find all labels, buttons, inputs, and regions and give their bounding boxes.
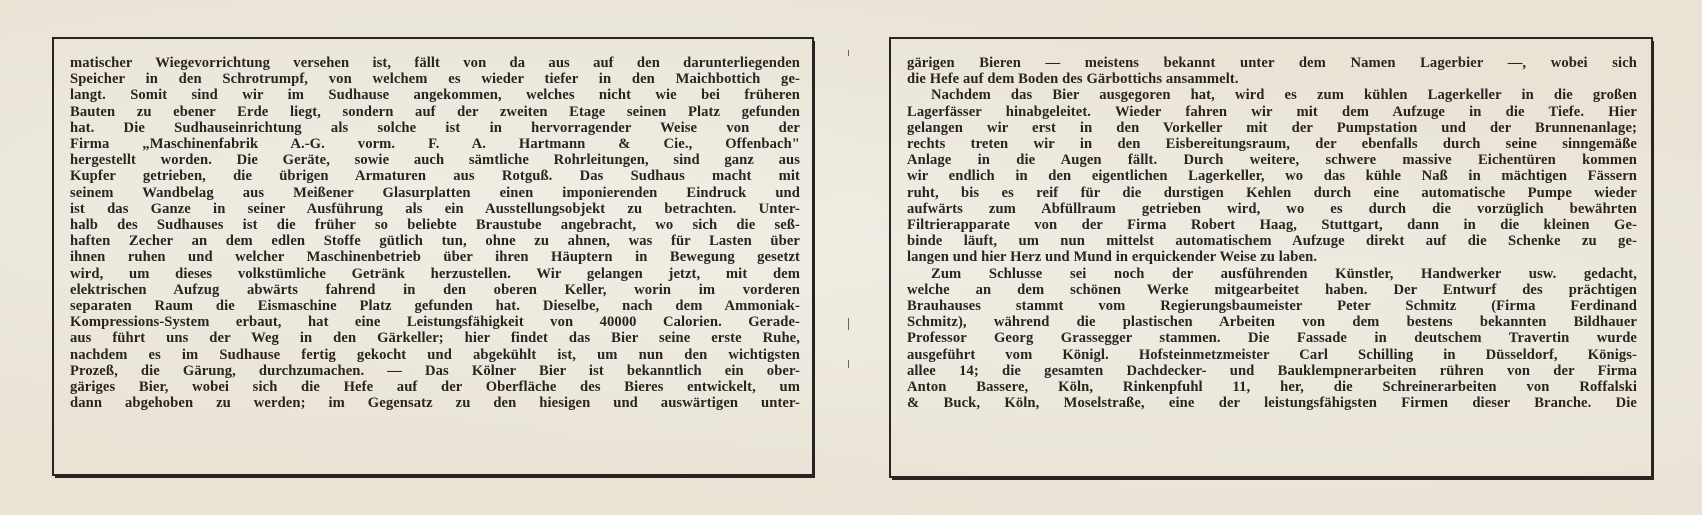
text-line: welche an dem schönen Werke mitgearbeitet haben. Der Entwurf des prächtigen xyxy=(907,281,1637,298)
text-line: ist das Ganze in seiner Ausführung als ein Ausstellungsobjekt zu betrachten. Unter- xyxy=(70,200,800,217)
paragraph-start-line: Nachdem das Bier ausgegoren hat, wird es zum kühlen Lagerkeller in die großen xyxy=(931,87,1637,104)
text-line: Speicher in den Schrotrumpf, von welchem es wieder tiefer in den Maichbottich ge- xyxy=(70,71,800,88)
right-column-frame xyxy=(889,37,1653,478)
text-line: Lagerfässer hinabgeleitet. Wieder fahren wir mit dem Aufzuge in die Tiefe. Hier xyxy=(907,103,1637,120)
gutter-mark-top xyxy=(848,50,849,56)
text-line: Kompressions-System erbaut, hat eine Leistungsfähigkeit von 40000 Calorien. Gerade- xyxy=(70,314,800,331)
text-line: aufwärts zum Abfüllraum getrieben wird, wo es durch die vorzüglich bewährten xyxy=(907,200,1637,217)
paragraph-end-line: langen und hier Herz und Mund in erquickender Weise zu laben. xyxy=(907,249,1318,266)
text-line: Kupfer getrieben, die übrigen Armaturen aus Rotguß. Das Sudhaus macht mit xyxy=(70,168,800,185)
paragraph-end-line: die Hefe auf dem Boden des Gärbottichs ansammelt. xyxy=(907,71,1239,88)
text-line: nachdem es im Sudhause fertig gekocht und abgekühlt ist, um nun den wichtigsten xyxy=(70,346,800,363)
paragraph-start-line: Zum Schlusse sei noch der ausführenden Künstler, Handwerker usw. gedacht, xyxy=(931,265,1637,282)
text-line: Brauhauses stammt vom Regierungsbaumeister Peter Schmitz (Firma Ferdinand xyxy=(907,298,1637,315)
right-column-text xyxy=(907,55,1637,411)
text-line: Professor Georg Grassegger stammen. Die Fassade in deutschem Travertin wurde xyxy=(907,330,1637,347)
text-line: Firma „Maschinenfabrik A.-G. vorm. F. A. Hartmann & Cie., Offenbach" xyxy=(70,136,800,153)
text-line: haften Zecher an dem edlen Stoffe gütlich tun, ohne zu ahnen, was für Lasten über xyxy=(70,233,800,250)
text-line: hat. Die Sudhauseinrichtung als solche ist in hervorragender Weise von der xyxy=(70,119,800,136)
text-line: halb des Sudhauses ist die früher so beliebte Braustube angebracht, wo sich die seß- xyxy=(70,217,800,234)
gutter-mark-bottom xyxy=(848,360,849,368)
gutter-mark-middle xyxy=(848,318,849,330)
text-line: & Buck, Köln, Moselstraße, eine der leistungsfähigsten Firmen dieser Branche. Die xyxy=(907,395,1637,412)
text-line: gärigen Bieren — meistens bekannt unter dem Namen Lagerbier —, wobei sich xyxy=(907,55,1637,71)
text-line: ausgeführt vom Königl. Hofsteinmetzmeister Carl Schilling in Düsseldorf, Königs- xyxy=(907,346,1637,363)
left-column-frame xyxy=(52,37,814,476)
text-line: Filtrierapparate von der Firma Robert Haag, Stuttgart, dann in die kleinen Ge- xyxy=(907,217,1637,234)
text-line: binde läuft, um nun mittelst automatischem Aufzuge direkt auf die Schenke zu ge- xyxy=(907,233,1637,250)
text-line: wir endlich in den eigentlichen Lagerkeller, wo das kühle Naß in mächtigen Fässern xyxy=(907,168,1637,185)
text-line: Anlage in die Augen fällt. Durch weitere, schwere massive Eichentüren kommen xyxy=(907,152,1637,169)
text-line: matischer Wiegevorrichtung versehen ist, fällt von da aus auf den darunterliegenden xyxy=(70,55,800,71)
text-line: allee 14; die gesamten Dachdecker- und Bauklempnerarbeiten rühren von der Firma xyxy=(907,362,1637,379)
left-column-text xyxy=(70,55,800,411)
text-line: dann abgehoben zu werden; im Gegensatz zu den hiesigen und auswärtigen unter- xyxy=(70,395,800,412)
text-line: wird, um dieses volkstümliche Getränk herzustellen. Wir gelangen jetzt, mit dem xyxy=(70,265,800,282)
text-line: Bauten zu ebener Erde liegt, sondern auf der zweiten Etage seinen Platz gefunden xyxy=(70,103,800,120)
text-line: elektrischen Aufzug abwärts fahrend in den oberen Keller, worin im vorderen xyxy=(70,281,800,298)
text-line: Schmitz), während die plastischen Arbeiten von dem bestens bekannten Bildhauer xyxy=(907,314,1637,331)
text-line: hergestellt worden. Die Geräte, sowie auch sämtliche Rohrleitungen, sind ganz aus xyxy=(70,152,800,169)
text-line: aus führt uns der Weg in den Gärkeller; hier findet das Bier seine erste Ruhe, xyxy=(70,330,800,347)
text-line: gelangen wir erst in den Vorkeller mit der Pumpstation und der Brunnenanlage; xyxy=(907,119,1637,136)
text-line: seinem Wandbelag aus Meißener Glasurplatten einen imponierenden Eindruck und xyxy=(70,184,800,201)
text-line: langt. Somit sind wir im Sudhause angekommen, welches nicht wie bei früheren xyxy=(70,87,800,104)
text-line: rechts treten wir in den Eisbereitungsraum, der ebenfalls durch seine sinngemäße xyxy=(907,136,1637,153)
text-line: ihnen ruhen und welcher Maschinenbetrieb über ihren Häuptern in Bewegung gesetzt xyxy=(70,249,800,266)
text-line: Anton Bassere, Köln, Rinkenpfuhl 11, her, die Schreinerarbeiten von Roffalski xyxy=(907,379,1637,396)
text-line: separaten Raum die Eismaschine Platz gefunden hat. Dieselbe, nach dem Ammoniak- xyxy=(70,298,800,315)
text-line: ruht, bis es reif für die durstigen Kehlen durch eine automatische Pumpe wieder xyxy=(907,184,1637,201)
text-line: gäriges Bier, wobei sich die Hefe auf der Oberfläche des Bieres entwickelt, um xyxy=(70,379,800,396)
text-line: Prozeß, die Gärung, durchzumachen. — Das Kölner Bier ist bekanntlich ein ober- xyxy=(70,362,800,379)
